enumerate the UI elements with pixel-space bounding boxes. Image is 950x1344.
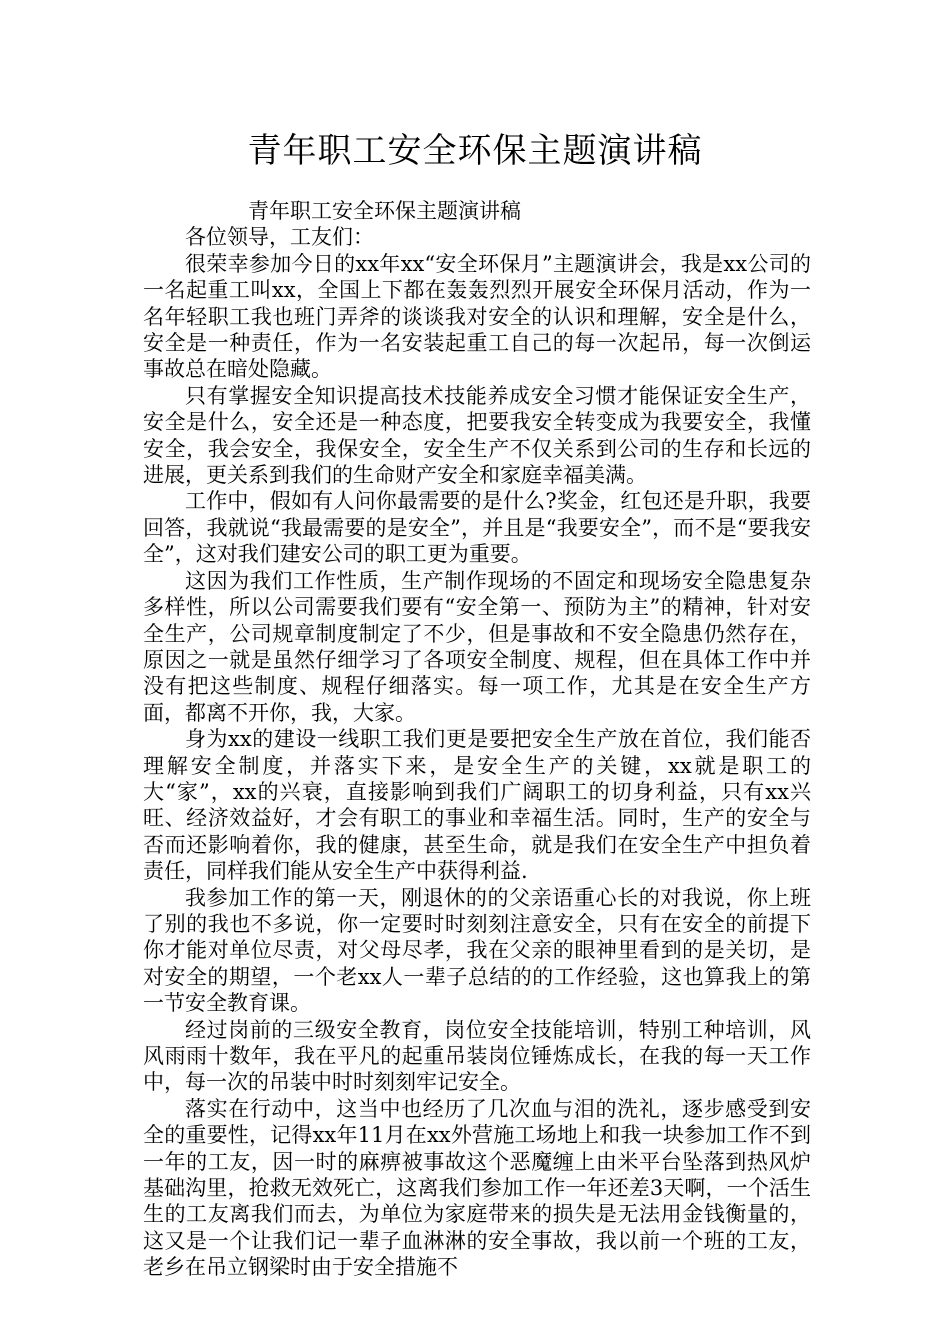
paragraph: 经过岗前的三级安全教育，岗位安全技能培训，特别工种培训，风风雨雨十数年，我在平凡的起重吊装岗位锤炼成长，在我的每一天工作中，每一次的吊装中时时刻刻牢记安全。 <box>143 1017 811 1095</box>
paragraph: 身为xx的建设一线职工我们更是要把安全生产放在首位，我们能否理解安全制度，并落实下来，是安全生产的关键，xx就是职工的大“家”，xx的兴衰，直接影响到我们广阔职工的切身利益，只有xx兴旺、经济效益好，才会有职工的事业和幸福生活。同时，生产的安全与否而还影响着你，我的健康，甚至生命，就是我们在安全生产中担负着责任，同样我们能从安全生产中获得利益. <box>143 727 811 884</box>
paragraph: 我参加工作的第一天，刚退休的的父亲语重心长的对我说，你上班了别的我也不多说，你一定要时时刻刻注意安全，只有在安全的前提下你才能对单位尽责，对父母尽孝，我在父亲的眼神里看到的是关切，是对安全的期望，一个老xx人一辈子总结的的工作经验，这也算我上的第一节安全教育课。 <box>143 885 811 1016</box>
paragraph: 很荣幸参加今日的xx年xx“安全环保月”主题演讲会，我是xx公司的一名起重工叫xx，全国上下都在轰轰烈烈开展安全环保月活动，作为一名年轻职工我也班门弄斧的谈谈我对安全的认识和理解，安全是什么，安全是一种责任，作为一名安装起重工自己的每一次起吊，每一次倒运事故总在暗处隐藏。 <box>143 251 811 382</box>
document-body <box>143 198 811 1281</box>
document-subtitle: 青年职工安全环保主题演讲稿 <box>248 199 521 223</box>
document-title: 青年职工安全环保主题演讲稿 <box>247 131 703 171</box>
paragraph: 工作中，假如有人问你最需要的是什么?奖金，红包还是升职，我要回答，我就说“我最需要的是安全”，并且是“我要安全”，而不是“要我安全”，这对我们建安公司的职工更为重要。 <box>143 489 811 567</box>
paragraph: 落实在行动中，这当中也经历了几次血与泪的洗礼，逐步感受到安全的重要性，记得xx年11月在xx外营施工场地上和我一块参加工作不到一年的工友，因一时的麻痹被事故这个恶魔缠上由米平台坠落到热风炉基础沟里，抢救无效死亡，这离我们参加工作一年还差3天啊，一个活生生的工友离我们而去，为单位为家庭带来的损失是无法用金钱衡量的，这又是一个让我们记一辈子血淋淋的安全事故，我以前一个班的工友，老乡在吊立钢梁时由于安全措施不 <box>143 1096 811 1280</box>
paragraph: 这因为我们工作性质，生产制作现场的不固定和现场安全隐患复杂多样性，所以公司需要我们要有“安全第一、预防为主”的精神，针对安全生产，公司规章制度制定了不少，但是事故和不安全隐患仍然存在，原因之一就是虽然仔细学习了各项安全制度、规程，但在具体工作中并没有把这些制度、规程仔细落实。每一项工作，尤其是在安全生产方面，都离不开你，我，大家。 <box>143 568 811 725</box>
greeting-line: 各位领导，工友们： <box>185 225 374 250</box>
paragraph: 只有掌握安全知识提高技术技能养成安全习惯才能保证安全生产，安全是什么，安全还是一种态度，把要我安全转变成为我要安全，我懂安全，我会安全，我保安全，安全生产不仅关系到公司的生存和长远的进展，更关系到我们的生命财产安全和家庭幸福美满。 <box>143 383 811 488</box>
